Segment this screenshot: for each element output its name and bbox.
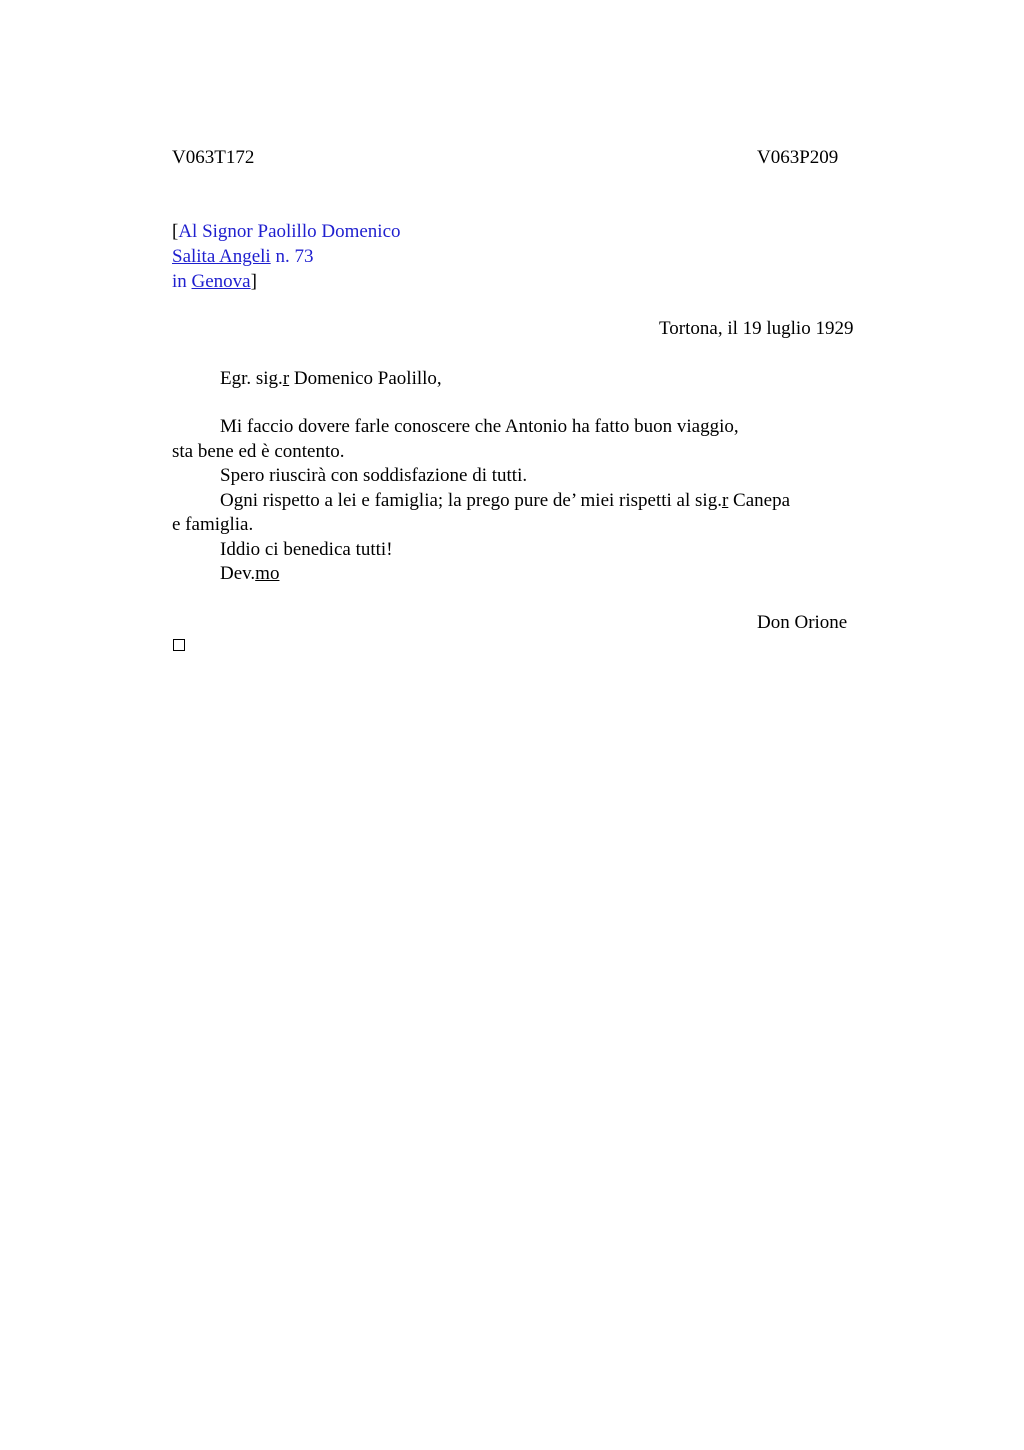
bracket-close: ] (250, 271, 257, 292)
street-number: n. 73 (270, 246, 314, 267)
paragraph-4: Iddio ci benedica tutti! (220, 539, 393, 560)
paragraph-3-abbr: r (721, 490, 729, 511)
street-name: Salita Angeli (172, 246, 271, 267)
recipient-name: Al Signor Paolillo Domenico (178, 221, 401, 242)
paragraph-1-line-2: sta bene ed è contento. (172, 441, 345, 462)
paragraph-2: Spero riuscirà con soddisfazione di tutti. (220, 465, 528, 486)
salutation-name: Domenico Paolillo, (289, 368, 442, 389)
signature: Don Orione (757, 612, 848, 633)
paragraph-3-line-1 (220, 489, 790, 513)
end-mark-square-icon (173, 639, 185, 651)
salutation (220, 367, 442, 391)
document-code-left: V063T172 (172, 147, 255, 168)
paragraph-3-text-a: Ogni rispetto a lei e famiglia; la prego pure de’ miei rispetti al sig. (220, 490, 722, 511)
address-line-3 (172, 270, 257, 294)
salutation-abbr: r (282, 368, 290, 389)
address-line-1 (172, 220, 401, 244)
closing (220, 562, 279, 586)
document-code-right: V063P209 (757, 147, 839, 168)
place-date: Tortona, il 19 luglio 1929 (659, 318, 854, 339)
paragraph-3-text-b: Canepa (728, 490, 791, 511)
paragraph-3-line-2: e famiglia. (172, 514, 254, 535)
bracket-open: [ (172, 221, 179, 242)
closing-prefix: Dev. (220, 563, 256, 584)
address-line-2 (172, 245, 313, 269)
paragraph-1-line-1: Mi faccio dovere farle conoscere che Antonio ha fatto buon viaggio, (220, 416, 739, 437)
city-name: Genova (191, 271, 251, 292)
city-prefix: in (172, 271, 192, 292)
closing-abbr: mo (255, 563, 280, 584)
salutation-prefix: Egr. sig. (220, 368, 283, 389)
